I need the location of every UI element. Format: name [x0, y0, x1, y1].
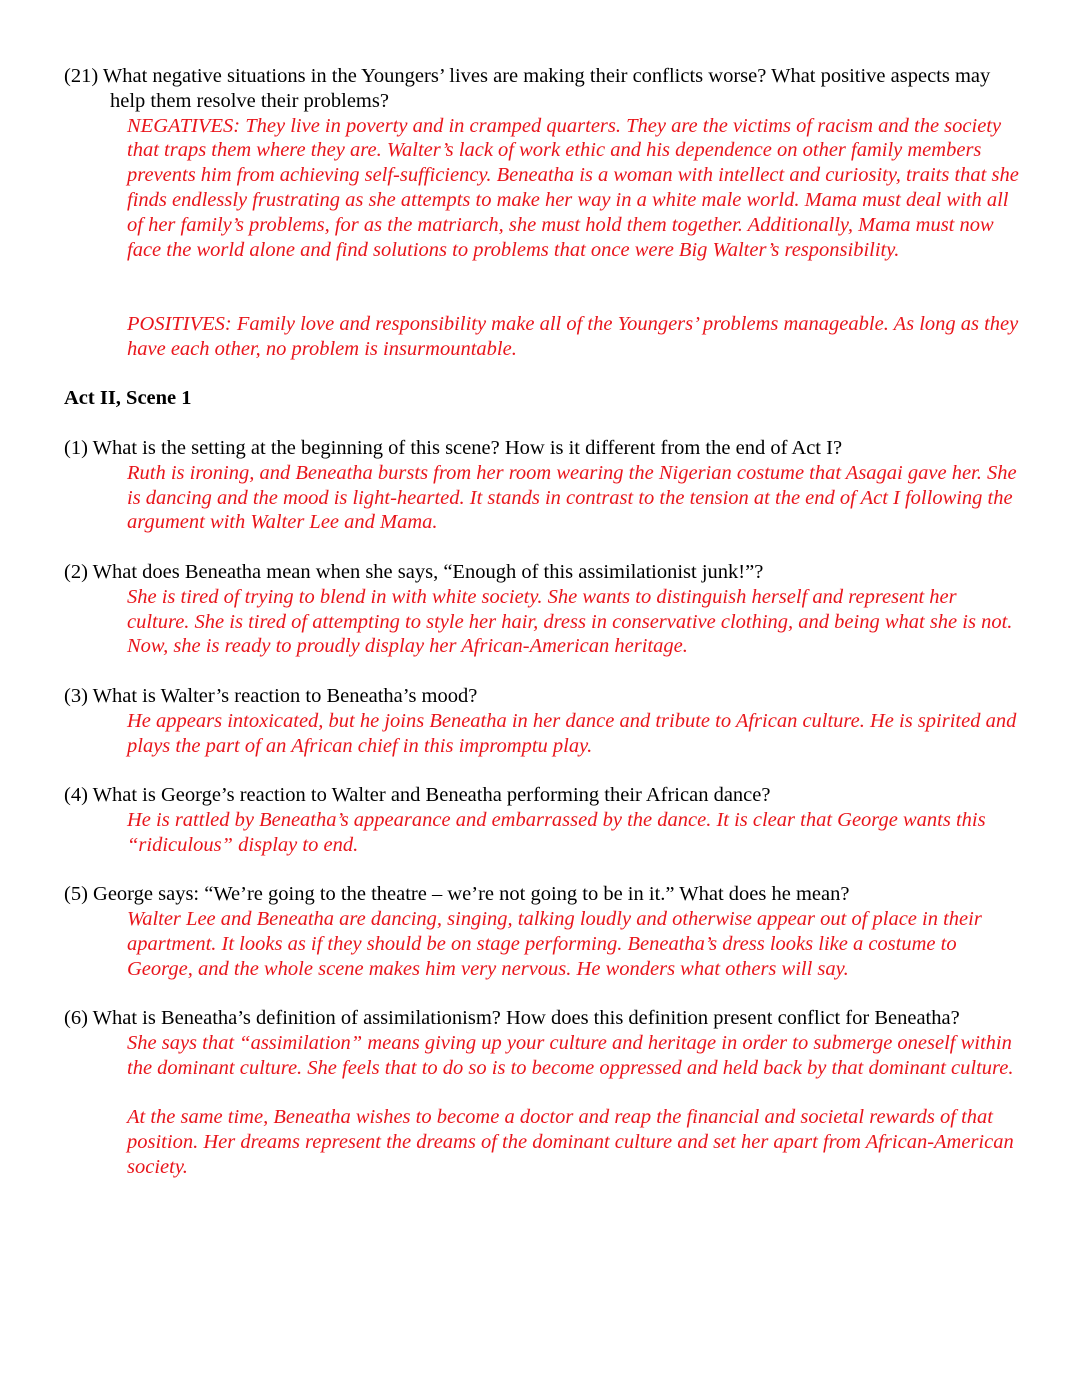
- question-block-6: [64, 1006, 1024, 1180]
- answer-6-text-continued: At the same time, Beneatha wishes to become a doctor and reap the financial and societal rewards of that position. Her dreams represent the dreams of the dominant culture and set her apart from African-American society.: [127, 1106, 1014, 1179]
- question-block-5: [64, 882, 1024, 981]
- spacer: [64, 262, 1024, 312]
- question-block-3: [64, 684, 1024, 758]
- answer-21-positives: POSITIVES: Family love and responsibility make all of the Youngers’ problems manageable. As long as they have each other, no problem is insurmountable.: [127, 312, 1019, 360]
- spacer: [64, 362, 1024, 387]
- question-block-21: [64, 64, 1024, 362]
- question-21-text: (21) What negative situations in the Youngers’ lives are making their conflicts worse? What positive aspects may help them resolve their problems?: [64, 65, 991, 112]
- answer-3-text: He appears intoxicated, but he joins Beneatha in her dance and tribute to African culture. He is spirited and plays the part of an African chief in this impromptu play.: [127, 709, 1017, 757]
- spacer: [64, 411, 1024, 436]
- question-3-text: (3) What is Walter’s reaction to Beneatha’s mood?: [64, 684, 478, 707]
- answer-6-text: She says that “assimilation” means giving up your culture and heritage in order to submerge oneself within the dominant culture. She feels that to do so is to become oppressed and held back by that dominant culture.: [127, 1032, 1014, 1079]
- question-1-text: (1) What is the setting at the beginning of this scene? How is it different from the end of Act I?: [64, 436, 843, 459]
- question-block-2: [64, 560, 1024, 659]
- question-5-text: (5) George says: “We’re going to the theatre – we’re not going to be in it.” What does he mean?: [64, 883, 850, 906]
- spacer: [64, 981, 1024, 1006]
- spacer: [64, 758, 1024, 783]
- question-block-4: [64, 783, 1024, 857]
- question-2-text: (2) What does Beneatha mean when she says, “Enough of this assimilationist junk!”?: [64, 560, 764, 583]
- document-page: [64, 64, 1024, 1180]
- spacer: [64, 659, 1024, 684]
- spacer: [64, 535, 1024, 560]
- answer-2-text: She is tired of trying to blend in with white society. She wants to distinguish herself and represent her culture. She is tired of attempting to style her hair, dress in conservative clothing, and being what she is not. Now, she is ready to proudly display her African-American heritage.: [127, 585, 1013, 658]
- question-block-1: [64, 436, 1024, 535]
- answer-4-text: He is rattled by Beneatha’s appearance and embarrassed by the dance. It is clear that George wants this “ridiculous” display to end.: [127, 808, 986, 856]
- answer-21-negatives: NEGATIVES: They live in poverty and in cramped quarters. They are the victims of racism and the society that traps them where they are. Walter’s lack of work ethic and his dependence on other family members prevents him from achieving self-sufficiency. Beneatha is a woman with intellect and curiosity, traits that she finds endlessly frustrating as she attempts to make her way in a white male world. Mama must deal with all of her family’s problems, for as the matriarch, she must hold them together. Additionally, Mama must now face the world alone and find solutions to problems that once were Big Walter’s responsibility.: [127, 114, 1019, 261]
- spacer: [64, 858, 1024, 883]
- question-6-text: (6) What is Beneatha’s definition of assimilationism? How does this definition present conflict for Beneatha?: [64, 1007, 960, 1030]
- spacer: [64, 1081, 1024, 1106]
- answer-1-text: Ruth is ironing, and Beneatha bursts from her room wearing the Nigerian costume that Asagai gave her. She is dancing and the mood is light-hearted. It stands in contrast to the tension at the end of Act I following the argument with Walter Lee and Mama.: [127, 461, 1017, 534]
- section-heading: Act II, Scene 1: [64, 387, 192, 410]
- answer-5-text: Walter Lee and Beneatha are dancing, singing, talking loudly and otherwise appear out of place in their apartment. It looks as if they should be on stage performing. Beneatha’s dress looks like a costume to George, and the whole scene makes him very nervous. He wonders what others will say.: [127, 908, 982, 980]
- question-4-text: (4) What is George’s reaction to Walter and Beneatha performing their African dance?: [64, 784, 771, 807]
